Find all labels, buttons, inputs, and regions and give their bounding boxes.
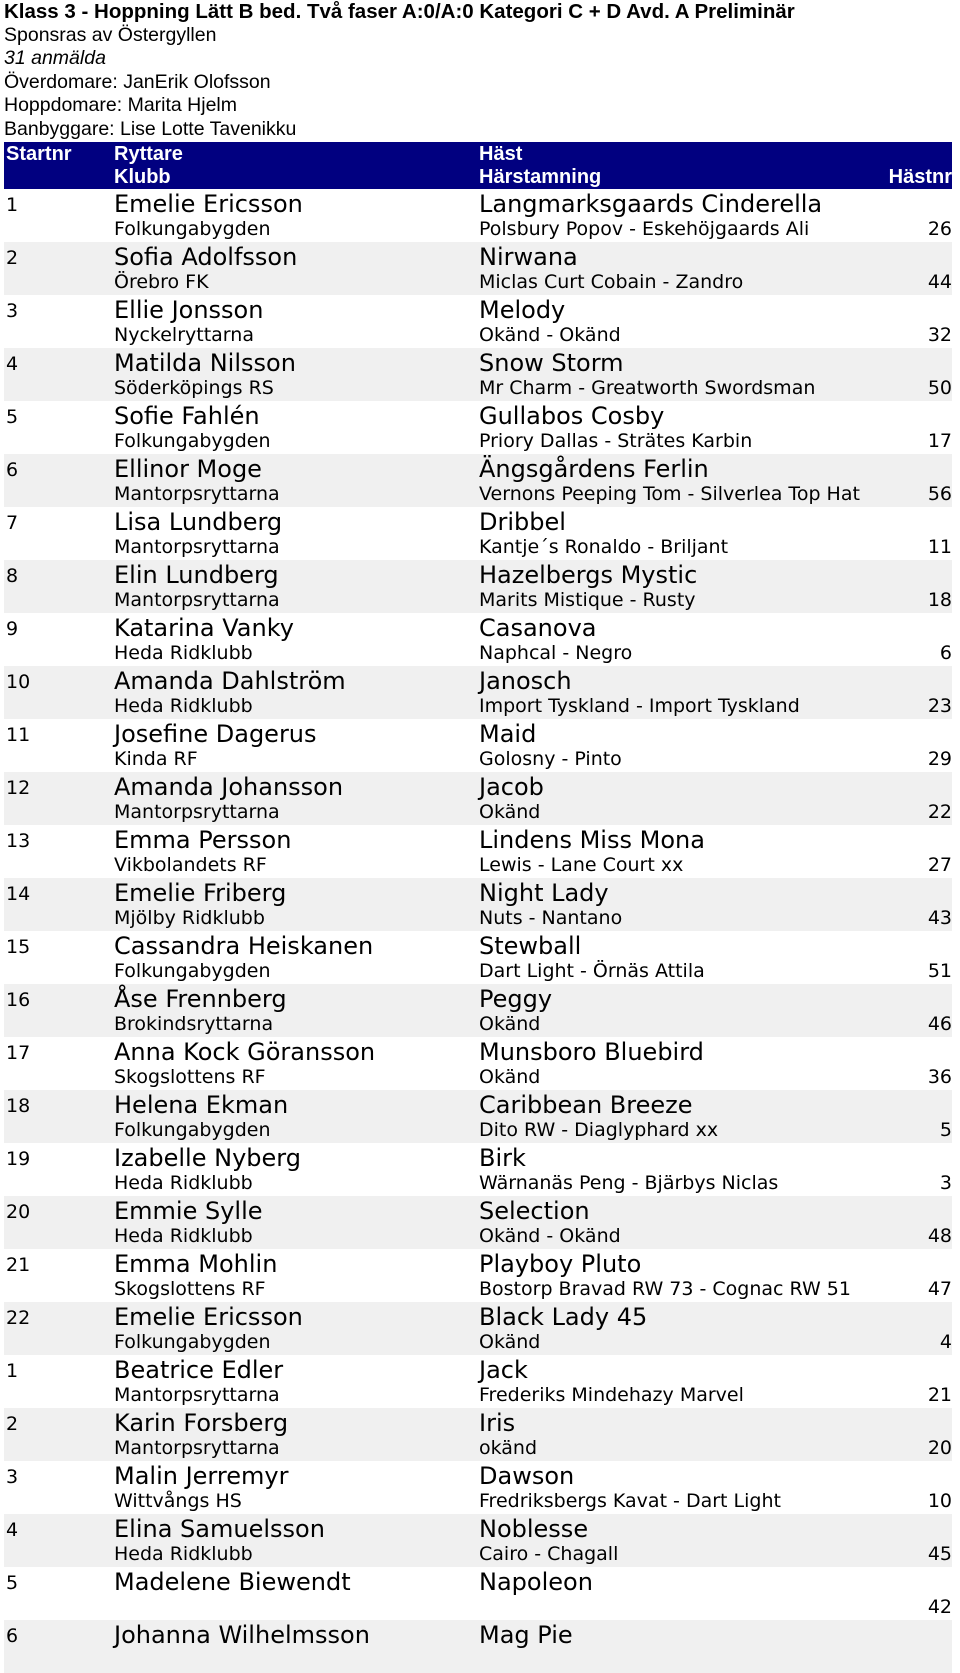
horse-pedigree: Okänd - Okänd xyxy=(479,1224,621,1247)
start-number: 17 xyxy=(6,1041,31,1064)
rider-name: Josefine Dagerus xyxy=(114,719,317,748)
club-name: Mantorpsryttarna xyxy=(114,588,280,611)
rider-name: Karin Forsberg xyxy=(114,1408,289,1437)
horse-name: Napoleon xyxy=(479,1567,593,1596)
rider-name: Ellinor Moge xyxy=(114,454,262,483)
start-list-table xyxy=(4,189,952,1673)
horse-pedigree: Okänd xyxy=(479,1330,541,1353)
club-name: Söderköpings RS xyxy=(114,376,274,399)
horse-pedigree: Priory Dallas - Strätes Karbin xyxy=(479,429,753,452)
table-row xyxy=(4,560,952,613)
horse-number: 27 xyxy=(927,853,952,876)
horse-pedigree: Import Tyskland - Import Tyskland xyxy=(479,694,800,717)
rider-name: Elina Samuelsson xyxy=(114,1514,325,1543)
start-number: 1 xyxy=(6,1359,19,1382)
horse-number: 32 xyxy=(927,323,952,346)
table-row xyxy=(4,719,952,772)
table-row xyxy=(4,1090,952,1143)
table-row xyxy=(4,507,952,560)
club-name: Folkungabygden xyxy=(114,429,271,452)
rider-name: Amanda Dahlström xyxy=(114,666,346,695)
horse-name: Stewball xyxy=(479,931,582,960)
rider-name: Malin Jerremyr xyxy=(114,1461,289,1490)
horse-number: 20 xyxy=(927,1436,952,1459)
horse-pedigree: Lewis - Lane Court xx xyxy=(479,853,684,876)
course-builder: Banbyggare: Lise Lotte Tavenikku xyxy=(4,117,297,140)
horse-pedigree: Miclas Curt Cobain - Zandro xyxy=(479,270,744,293)
table-row xyxy=(4,454,952,507)
horse-number: 36 xyxy=(927,1065,952,1088)
rider-name: Johanna Wilhelmsson xyxy=(114,1620,370,1649)
horse-name: Mag Pie xyxy=(479,1620,573,1649)
club-name: Heda Ridklubb xyxy=(114,1171,253,1194)
club-name: Örebro FK xyxy=(114,270,209,293)
horse-name: Caribbean Breeze xyxy=(479,1090,693,1119)
horse-name: Dribbel xyxy=(479,507,566,536)
horse-name: Casanova xyxy=(479,613,597,642)
horse-number: 46 xyxy=(927,1012,952,1035)
horse-pedigree: Okänd xyxy=(479,800,541,823)
rider-name: Amanda Johansson xyxy=(114,772,344,801)
horse-name: Peggy xyxy=(479,984,553,1013)
horse-pedigree: Marits Mistique - Rusty xyxy=(479,588,696,611)
horse-number: 45 xyxy=(927,1542,952,1565)
start-number: 19 xyxy=(6,1147,31,1170)
rider-name: Matilda Nilsson xyxy=(114,348,296,377)
horse-name: Jacob xyxy=(479,772,544,801)
horse-number: 48 xyxy=(927,1224,952,1247)
rider-name: Emma Mohlin xyxy=(114,1249,278,1278)
header-horse: Häst xyxy=(479,142,523,165)
rider-name: Izabelle Nyberg xyxy=(114,1143,301,1172)
table-row xyxy=(4,1514,952,1567)
table-row xyxy=(4,401,952,454)
club-name: Folkungabygden xyxy=(114,1118,271,1141)
entries-count: 31 anmälda xyxy=(4,47,106,70)
table-row xyxy=(4,878,952,931)
club-name: Mantorpsryttarna xyxy=(114,535,280,558)
horse-name: Maid xyxy=(479,719,537,748)
table-row xyxy=(4,1408,952,1461)
start-number: 8 xyxy=(6,564,19,587)
horse-name: Lindens Miss Mona xyxy=(479,825,705,854)
start-number: 20 xyxy=(6,1200,31,1223)
class-title: Klass 3 - Hoppning Lätt B bed. Två faser A:0/A:0 Kategori C + D Avd. A Preliminär xyxy=(4,0,795,23)
header-club: Klubb xyxy=(114,165,171,188)
club-name: Heda Ridklubb xyxy=(114,1542,253,1565)
rider-name: Helena Ekman xyxy=(114,1090,289,1119)
sponsor-line: Sponsras av Östergyllen xyxy=(4,24,217,46)
club-name: Heda Ridklubb xyxy=(114,694,253,717)
start-number: 13 xyxy=(6,829,31,852)
rider-name: Ellie Jonsson xyxy=(114,295,264,324)
horse-name: Janosch xyxy=(479,666,572,695)
club-name: Folkungabygden xyxy=(114,959,271,982)
rider-name: Katarina Vanky xyxy=(114,613,294,642)
table-row xyxy=(4,825,952,878)
table-row xyxy=(4,1302,952,1355)
horse-name: Gullabos Cosby xyxy=(479,401,665,430)
horse-number: 26 xyxy=(927,217,952,240)
jump-judge: Hoppdomare: Marita Hjelm xyxy=(4,94,238,117)
horse-name: Iris xyxy=(479,1408,516,1437)
horse-name: Night Lady xyxy=(479,878,609,907)
horse-number: 23 xyxy=(927,694,952,717)
horse-pedigree: Okänd - Okänd xyxy=(479,323,621,346)
table-row xyxy=(4,348,952,401)
horse-number: 10 xyxy=(927,1489,952,1512)
horse-name: Melody xyxy=(479,295,566,324)
horse-number: 11 xyxy=(927,535,952,558)
horse-number: 50 xyxy=(927,376,952,399)
rider-name: Åse Frennberg xyxy=(114,984,287,1013)
horse-pedigree: Naphcal - Negro xyxy=(479,641,633,664)
table-header xyxy=(4,142,952,189)
start-number: 1 xyxy=(6,193,19,216)
horse-number: 51 xyxy=(927,959,952,982)
horse-number: 56 xyxy=(927,482,952,505)
horse-name: Nirwana xyxy=(479,242,578,271)
rider-name: Emelie Ericsson xyxy=(114,189,303,218)
start-number: 21 xyxy=(6,1253,31,1276)
rider-name: Madelene Biewendt xyxy=(114,1567,351,1596)
horse-pedigree: Cairo - Chagall xyxy=(479,1542,619,1565)
horse-pedigree: Golosny - Pinto xyxy=(479,747,622,770)
club-name: Mantorpsryttarna xyxy=(114,482,280,505)
rider-name: Emelie Friberg xyxy=(114,878,287,907)
start-number: 6 xyxy=(6,458,19,481)
start-number: 10 xyxy=(6,670,31,693)
horse-pedigree: Okänd xyxy=(479,1012,541,1035)
horse-pedigree: Dito RW - Diaglyphard xx xyxy=(479,1118,719,1141)
club-name: Mantorpsryttarna xyxy=(114,1436,280,1459)
start-number: 5 xyxy=(6,405,19,428)
horse-pedigree: Frederiks Mindehazy Marvel xyxy=(479,1383,744,1406)
horse-number: 22 xyxy=(927,800,952,823)
club-name: Skogslottens RF xyxy=(114,1065,266,1088)
horse-number: 3 xyxy=(939,1171,952,1194)
horse-name: Munsboro Bluebird xyxy=(479,1037,704,1066)
horse-pedigree: Polsbury Popov - Eskehöjgaards Ali xyxy=(479,217,810,240)
horse-pedigree: Kantje´s Ronaldo - Briljant xyxy=(479,535,729,558)
rider-name: Cassandra Heiskanen xyxy=(114,931,374,960)
rider-name: Sofie Fahlén xyxy=(114,401,260,430)
rider-name: Lisa Lundberg xyxy=(114,507,283,536)
table-row xyxy=(4,1620,952,1673)
horse-name: Playboy Pluto xyxy=(479,1249,642,1278)
table-row xyxy=(4,984,952,1037)
head-judge: Överdomare: JanErik Olofsson xyxy=(4,70,271,93)
start-number: 6 xyxy=(6,1624,19,1647)
header-horse-no: Hästnr xyxy=(888,165,952,188)
horse-number: 43 xyxy=(927,906,952,929)
horse-number: 17 xyxy=(927,429,952,452)
horse-number: 29 xyxy=(927,747,952,770)
club-name: Heda Ridklubb xyxy=(114,641,253,664)
table-row xyxy=(4,666,952,719)
horse-number: 21 xyxy=(927,1383,952,1406)
table-row xyxy=(4,189,952,242)
table-row xyxy=(4,1249,952,1302)
horse-pedigree: Vernons Peeping Tom - Silverlea Top Hat xyxy=(479,482,860,505)
club-name: Wittvångs HS xyxy=(114,1489,242,1512)
start-number: 11 xyxy=(6,723,31,746)
rider-name: Elin Lundberg xyxy=(114,560,279,589)
start-number: 2 xyxy=(6,1412,19,1435)
horse-number: 44 xyxy=(927,270,952,293)
start-number: 4 xyxy=(6,352,19,375)
club-name: Nyckelryttarna xyxy=(114,323,254,346)
horse-pedigree: Wärnanäs Peng - Bjärbys Niclas xyxy=(479,1171,779,1194)
start-number: 9 xyxy=(6,617,19,640)
horse-pedigree: Nuts - Nantano xyxy=(479,906,623,929)
horse-number: 4 xyxy=(939,1330,952,1353)
table-row xyxy=(4,1196,952,1249)
horse-name: Jack xyxy=(479,1355,528,1384)
horse-pedigree: Mr Charm - Greatworth Swordsman xyxy=(479,376,816,399)
table-row xyxy=(4,295,952,348)
start-number: 16 xyxy=(6,988,31,1011)
table-row xyxy=(4,931,952,984)
start-number: 4 xyxy=(6,1518,19,1541)
start-number: 5 xyxy=(6,1571,19,1594)
horse-name: Noblesse xyxy=(479,1514,589,1543)
horse-name: Birk xyxy=(479,1143,526,1172)
horse-pedigree: Bostorp Bravad RW 73 - Cognac RW 51 xyxy=(479,1277,851,1300)
start-list-document xyxy=(4,0,952,1673)
club-name: Vikbolandets RF xyxy=(114,853,267,876)
horse-pedigree: Dart Light - Örnäs Attila xyxy=(479,959,705,982)
start-number: 14 xyxy=(6,882,31,905)
start-number: 3 xyxy=(6,299,19,322)
club-name: Mjölby Ridklubb xyxy=(114,906,265,929)
rider-name: Emma Persson xyxy=(114,825,292,854)
table-row xyxy=(4,1143,952,1196)
horse-number: 18 xyxy=(927,588,952,611)
table-row xyxy=(4,242,952,295)
club-name: Mantorpsryttarna xyxy=(114,800,280,823)
start-number: 22 xyxy=(6,1306,31,1329)
rider-name: Emelie Ericsson xyxy=(114,1302,303,1331)
rider-name: Anna Kock Göransson xyxy=(114,1037,376,1066)
table-row xyxy=(4,613,952,666)
rider-name: Beatrice Edler xyxy=(114,1355,284,1384)
rider-name: Emmie Sylle xyxy=(114,1196,263,1225)
table-row xyxy=(4,1567,952,1620)
horse-number: 6 xyxy=(939,641,952,664)
horse-number: 5 xyxy=(939,1118,952,1141)
header-pedigree: Härstamning xyxy=(479,165,602,188)
start-number: 7 xyxy=(6,511,19,534)
rider-name: Sofia Adolfsson xyxy=(114,242,298,271)
club-name: Brokindsryttarna xyxy=(114,1012,274,1035)
club-name: Folkungabygden xyxy=(114,217,271,240)
horse-name: Ängsgårdens Ferlin xyxy=(479,454,709,483)
horse-name: Snow Storm xyxy=(479,348,624,377)
club-name: Heda Ridklubb xyxy=(114,1224,253,1247)
horse-pedigree: Okänd xyxy=(479,1065,541,1088)
table-row xyxy=(4,1355,952,1408)
table-row xyxy=(4,1037,952,1090)
start-number: 18 xyxy=(6,1094,31,1117)
horse-name: Hazelbergs Mystic xyxy=(479,560,698,589)
header-rider: Ryttare xyxy=(114,142,183,165)
start-number: 2 xyxy=(6,246,19,269)
start-number: 15 xyxy=(6,935,31,958)
horse-number: 42 xyxy=(927,1595,952,1618)
club-name: Mantorpsryttarna xyxy=(114,1383,280,1406)
header-startnr: Startnr xyxy=(6,142,72,165)
start-number: 12 xyxy=(6,776,31,799)
horse-number: 47 xyxy=(927,1277,952,1300)
horse-pedigree: Fredriksbergs Kavat - Dart Light xyxy=(479,1489,781,1512)
table-row xyxy=(4,1461,952,1514)
club-name: Skogslottens RF xyxy=(114,1277,266,1300)
horse-name: Dawson xyxy=(479,1461,575,1490)
start-number: 3 xyxy=(6,1465,19,1488)
horse-name: Langmarksgaards Cinderella xyxy=(479,189,823,218)
club-name: Kinda RF xyxy=(114,747,198,770)
horse-name: Black Lady 45 xyxy=(479,1302,648,1331)
club-name: Folkungabygden xyxy=(114,1330,271,1353)
horse-name: Selection xyxy=(479,1196,590,1225)
table-row xyxy=(4,772,952,825)
horse-pedigree: okänd xyxy=(479,1436,538,1459)
